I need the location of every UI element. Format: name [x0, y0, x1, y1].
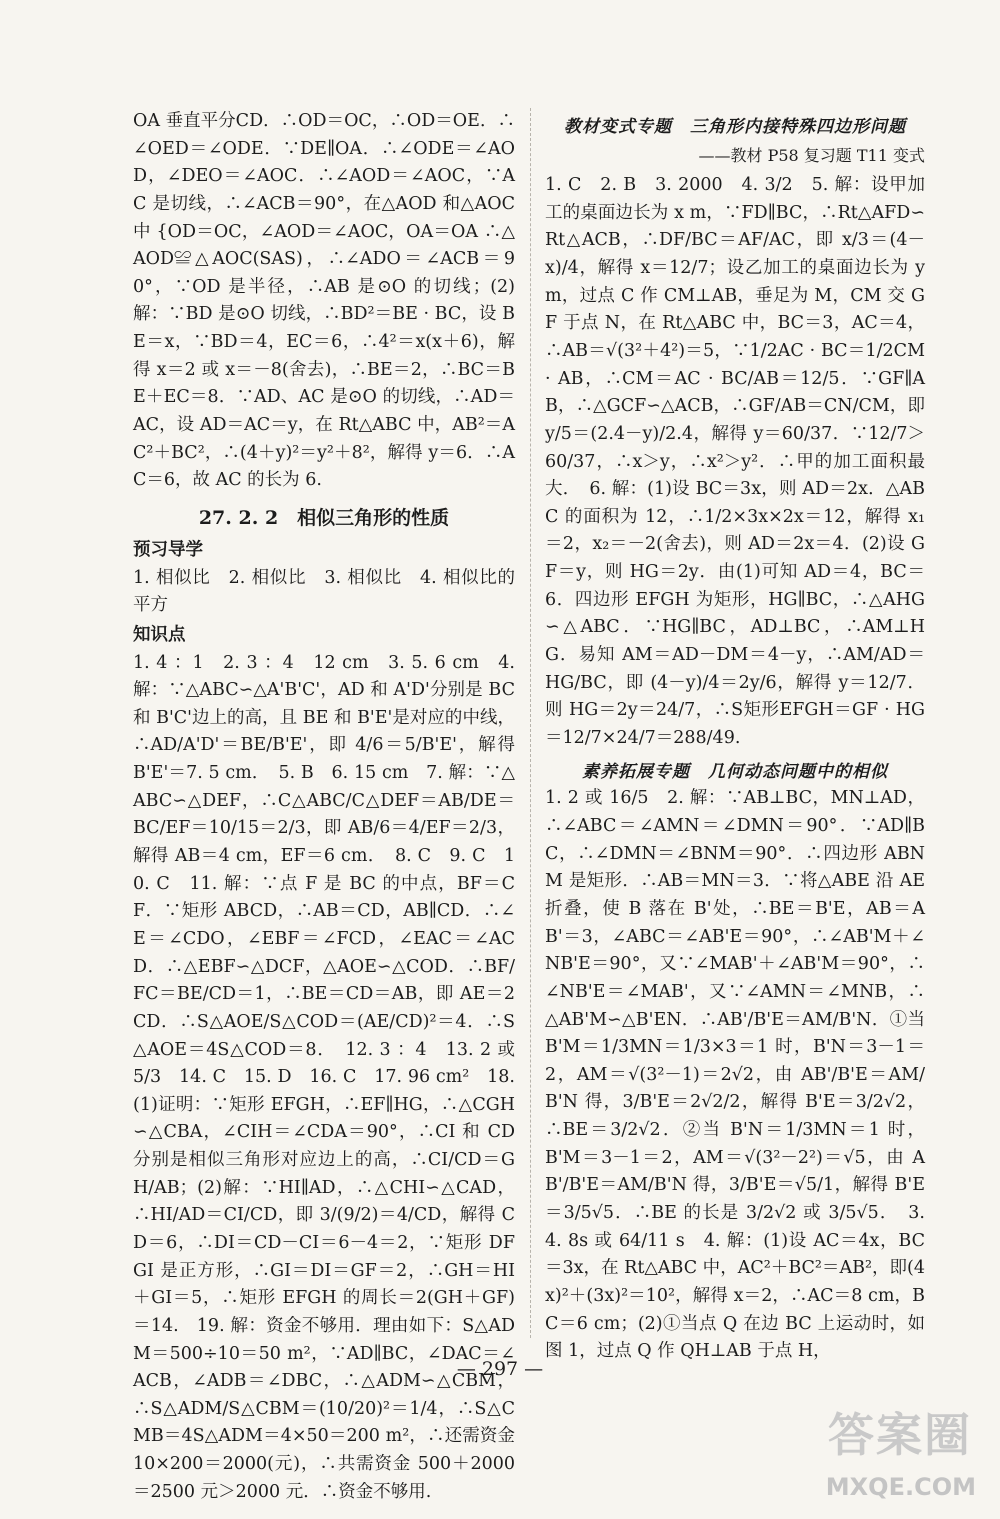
- answer-paragraph: 1. 相似比 2. 相似比 3. 相似比 4. 相似比的平方: [133, 567, 515, 616]
- page-number: — 297 —: [456, 1358, 544, 1380]
- watermark-logo: [782, 1395, 982, 1505]
- right-column: [545, 108, 925, 1366]
- subsection-heading: 知识点: [133, 624, 186, 645]
- column-divider: [530, 108, 531, 1338]
- answer-paragraph: 1. 4 ：1 2. 3 ：4 12 cm 3. 5. 6 cm 4. 解：∵△ABC∽△A'B'C'，AD 和 A'D'分别是 BC 和 B'C'边上的高，且 BE 和 B'E'是对应的中线，∴AD/A'D'＝BE/B'E'，即 4/6＝5/B'E'，解得 B'E'＝7. 5 cm． 5. B 6. 15 cm 7. 解：∵△ABC∽△DEF，∴C△ABC/C△DEF＝AB/DE＝BC/EF＝10/15＝2/3，即 AB/6＝4/EF＝2/3，解得 AB＝4 cm，EF＝6 cm． 8. C 9. C 10. C 11. 解：∵点 F 是 BC 的中点，BF＝CF．∵矩形 ABCD，∴AB＝CD，AB∥CD．∴∠E＝∠CDO，∠EBF＝∠FCD，∠EAC＝∠ACD．∴△EBF∽△DCF，△AOE∽△COD．∴BF/FC＝BE/CD＝1，∴BE＝CD＝AB，即 AE＝2CD．∴S△AOE/S△COD＝(AE/CD)²＝4．∴S△AOE＝4S△COD＝8． 12. 3 ：4 13. 2 或 5/3 14. C 15. D 16. C 17. 96 cm² 18. (1)证明：∵矩形 EFGH，∴EF∥HG，∴△CGH∽△CBA，∠CIH＝∠CDA＝90°，∴CI 和 CD 分别是相似三角形对应边上的高，∴CI/CD＝GH/AB；(2)解：∵HI∥AD，∴△CHI∽△CAD，∴HI/AD＝CI/CD，即 3/(9/2)＝4/CD，解得 CD＝6，∴DI＝CD－CI＝6－4＝2，∵矩形 DFGI 是正方形，∴GI＝DI＝GF＝2，∴GH＝HI＋GI＝5，∴矩形 EFGH 的周长＝2(GH＋GF)＝14. 19. 解：资金不够用．理由如下：S△ADM＝500÷10＝50 m²，∵AD∥BC，∠DAC＝∠ACB，∠ADB＝∠DBC，∴△ADM∽△CBM，∴S△ADM/S△CBM＝(10/20)²＝1/4，∴S△CMB＝4S△ADM＝4×50＝200 m²，∴还需资金 10×200＝2000(元)，∴共需资金 500＋2000＝2500 元＞2000 元．∴资金不够用.: [133, 652, 515, 1502]
- answer-paragraph: 1. C 2. B 3. 2000 4. 3/2 5. 解：设甲加工的桌面边长为 x m，∵FD∥BC，∴Rt△AFD∽Rt△ACB，∴DF/BC＝AF/AC，即 x/3＝(4－x)/4，解得 x＝12/7；设乙加工的桌面边长为 y m，过点 C 作 CM⊥AB，垂足为 M，CM 交 GF 于点 N，在 Rt△ABC 中，BC＝3，AC＝4，∴AB＝√(3²＋4²)＝5，∵1/2AC · BC＝1/2CM · AB，∴CM＝AC · BC/AB＝12/5．∵GF∥AB，∴△GCF∽△ACB，∴GF/AB＝CN/CM，即 y/5＝(2.4－y)/2.4，解得 y＝60/37．∵12/7＞60/37，∴x＞y，∴x²＞y²．∴甲的加工面积最大． 6. 解：(1)设 BC＝3x，则 AD＝2x．△ABC 的面积为 12，∴1/2×3x×2x＝12，解得 x₁＝2，x₂＝－2(舍去)，则 AD＝2x＝4．(2)设 GF＝y，则 HG＝2y．由(1)可知 AD＝4，BC＝6．四边形 EFGH 为矩形，HG∥BC，∴△AHG∽△ABC．∵HG∥BC，AD⊥BC，∴AM⊥HG．易知 AM＝AD－DM＝4－y，∴AM/AD＝HG/BC，即 (4－y)/4＝2y/6，解得 y＝12/7．则 HG＝2y＝24/7，∴S矩形EFGH＝GF · HG＝12/7×24/7＝288/49.: [545, 175, 925, 748]
- section-title: 27. 2. 2 相似三角形的性质: [198, 506, 450, 529]
- topic-title: 素养拓展专题 几何动态问题中的相似: [582, 761, 888, 782]
- watermark-brand: 答案圈: [828, 1408, 972, 1462]
- watermark-url: MXQE.COM: [825, 1473, 976, 1501]
- subsection-heading: 预习导学: [133, 539, 203, 560]
- topic-title: 教材变式专题 三角形内接特殊四边形问题: [564, 117, 906, 137]
- left-column: [133, 108, 515, 1506]
- answer-paragraph: 1. 2 或 16/5 2. 解：∵AB⊥BC，MN⊥AD，∴∠ABC＝∠AMN＝∠DMN＝90°．∵AD∥BC，∴∠DMN＝∠BNM＝90°．∴四边形 ABNM 是矩形．∴AB＝MN＝3．∵将△ABE 沿 AE 折叠，使 B 落在 B'处，∴BE＝B'E，AB＝AB'＝3，∠ABC＝∠AB'E＝90°，∴∠AB'M＋∠NB'E＝90°，又∵∠MAB'＋∠AB'M＝90°，∴∠NB'E＝∠MAB'，又∵∠AMN＝∠MNB，∴△AB'M∽△B'EN．∴AB'/B'E＝AM/B'N．①当 B'M＝1/3MN＝1/3×3＝1 时，B'N＝3－1＝2，AM＝√(3²－1)＝2√2，由 AB'/B'E＝AM/B'N 得，3/B'E＝2√2/2，解得 B'E＝3/2√2，∴BE＝3/2√2．②当 B'N＝1/3MN＝1 时，B'M＝3－1＝2，AM＝√(3²－2²)＝√5，由 AB'/B'E＝AM/B'N 得，3/B'E＝√5/1，解得 B'E＝3/5√5．∴BE 的长是 3/2√2 或 3/5√5． 3. 4. 8s 或 64/11 s 4. 解：(1)设 AC＝4x，BC＝3x，在 Rt△ABC 中，AC²＋BC²＝AB²，即(4x)²＋(3x)²＝10²，解得 x＝2，∴AC＝8 cm，BC＝6 cm；(2)①当点 Q 在边 BC 上运动时，如图 1，过点 Q 作 QH⊥AB 于点 H，: [545, 788, 925, 1362]
- answer-paragraph: OA 垂直平分CD．∴OD＝OC，∴OD＝OE．∴∠OED＝∠ODE．∵DE∥OA．∴∠ODE＝∠AOD，∠DEO＝∠AOC．∴∠AOD＝∠AOC，∵AC 是切线，∴∠ACB＝90°，在△AOD 和△AOC 中 {OD＝OC，∠AOD＝∠AOC，OA＝OA ∴△AOD≌△AOC(SAS)，∴∠ADO＝∠ACB＝90°，∵OD 是半径，∴AB 是⊙O 的切线；(2)解：∵BD 是⊙O 切线，∴BD²＝BE · BC，设 BE＝x，∵BD＝4，EC＝6，∴4²＝x(x＋6)，解得 x＝2 或 x＝－8(舍去)，∴BE＝2，∴BC＝BE＋EC＝8．∵AD、AC 是⊙O 的切线，∴AD＝AC，设 AD＝AC＝y，在 Rt△ABC 中，AB²＝AC²＋BC²，∴(4＋y)²＝y²＋8²，解得 y＝6．∴AC＝6，故 AC 的长为 6.: [133, 111, 515, 491]
- topic-subtitle: ——教材 P58 复习题 T11 变式: [698, 145, 925, 165]
